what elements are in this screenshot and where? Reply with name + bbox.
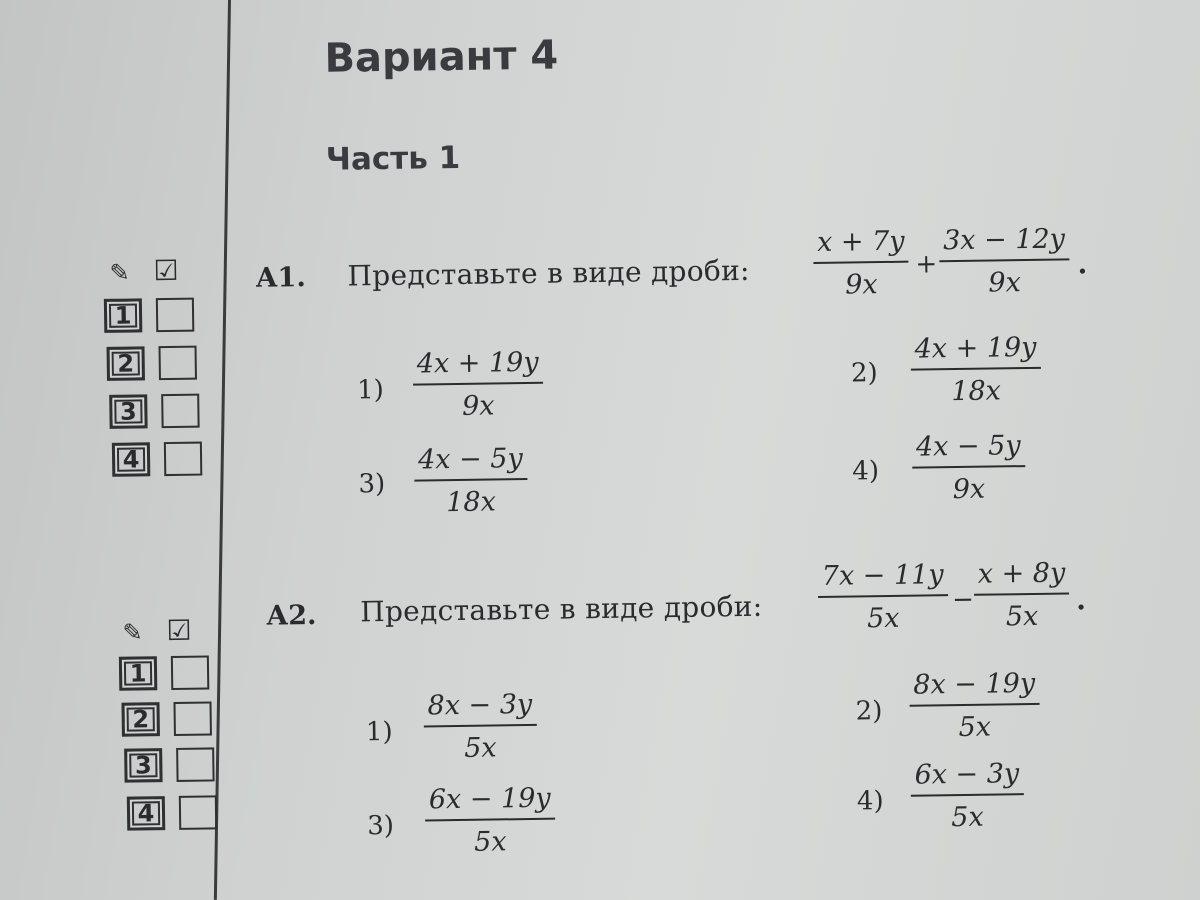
answer-number-1: 1 [119, 656, 157, 691]
answer-checkbox-2[interactable] [159, 346, 197, 381]
option-number: 1) [365, 716, 393, 748]
option-number: 2) [850, 358, 878, 389]
option-number: 3) [367, 810, 395, 842]
option-number: 4) [856, 786, 884, 817]
option-fraction[interactable]: 6x − 3y 5x [910, 760, 1024, 832]
answer-number-2: 2 [121, 702, 159, 737]
answer-checkbox-4[interactable] [179, 795, 217, 830]
expr-operator: − [951, 584, 975, 616]
expr-fraction-1: x + 7y 9x [813, 228, 909, 299]
option-number: 4) [852, 456, 880, 487]
variant-title: Вариант 4 [324, 32, 559, 82]
question-prompt: Представьте в виде дроби: [360, 589, 763, 629]
answer-checkbox-3[interactable] [176, 747, 214, 782]
answer-checkbox-2[interactable] [173, 701, 211, 736]
pencil-icon: ✎ [109, 258, 130, 287]
option-number: 3) [358, 469, 386, 500]
answer-number-3: 3 [109, 394, 147, 429]
answer-number-1: 1 [104, 298, 142, 333]
part-title: Часть 1 [325, 139, 461, 178]
answer-number-4: 4 [127, 796, 165, 831]
checkbox-icon: ☑ [153, 253, 179, 288]
question-prompt: Представьте в виде дроби: [347, 253, 751, 293]
expr-end: . [1077, 247, 1088, 281]
expr-fraction-2: x + 8y 5x [974, 559, 1070, 630]
answer-checkbox-3[interactable] [161, 394, 199, 429]
option-number: 1) [356, 375, 385, 406]
option-fraction[interactable]: 4x − 5y 9x [912, 432, 1026, 504]
option-fraction[interactable]: 4x + 19y 18x [910, 334, 1041, 406]
expr-end: . [1075, 583, 1087, 617]
answer-checkbox-4[interactable] [164, 442, 202, 477]
question-label: А2. [266, 599, 317, 632]
answer-number-3: 3 [124, 748, 162, 783]
option-fraction[interactable]: 4x + 19y 9x [413, 349, 544, 421]
option-number: 2) [855, 696, 883, 727]
answer-number-2: 2 [107, 346, 145, 381]
expr-fraction-1: 7x − 11y 5x [818, 561, 949, 633]
option-fraction[interactable]: 8x − 3y 5x [423, 691, 537, 763]
checkbox-icon: ☑ [166, 613, 192, 648]
expr-fraction-2: 3x − 12y 9x [939, 225, 1070, 297]
option-fraction[interactable]: 4x − 5y 18x [414, 445, 528, 517]
expr-operator: + [915, 249, 938, 280]
pencil-icon: ✎ [122, 618, 143, 647]
answer-checkbox-1[interactable] [156, 298, 194, 333]
question-label: А1. [255, 262, 306, 294]
option-fraction[interactable]: 8x − 19y 5x [909, 670, 1040, 742]
option-fraction[interactable]: 6x − 19y 5x [425, 785, 556, 857]
answer-checkbox-1[interactable] [171, 655, 209, 690]
answer-number-4: 4 [112, 442, 150, 477]
